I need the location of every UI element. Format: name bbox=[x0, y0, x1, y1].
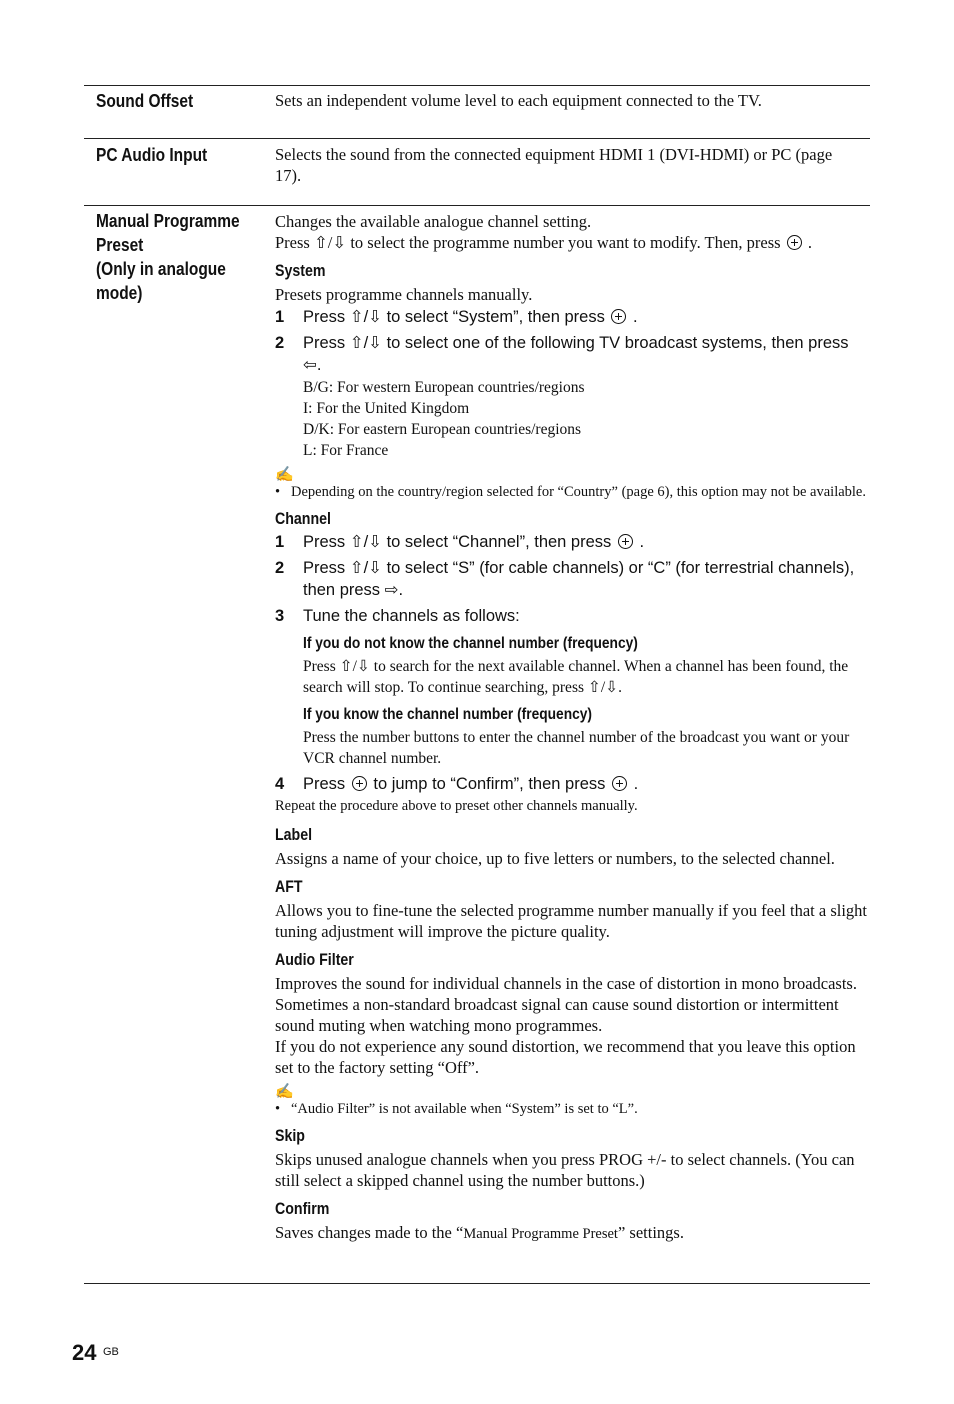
system-note: • Depending on the country/region selected for “Country” (page 6), this option may not be available. bbox=[275, 484, 866, 500]
row-divider bbox=[84, 205, 870, 206]
channel-heading: Channel bbox=[275, 510, 331, 528]
audio-filter-recommendation: If you do not experience any sound distortion, we recommend that you leave this option set to the factory setting “Off”. bbox=[275, 1037, 856, 1077]
manual-programme-preset-label: Manual Programme Preset (Only in analogue mode) bbox=[96, 211, 240, 303]
system-list bbox=[303, 377, 871, 461]
unknown-frequency-text: Press ⇧/⇩ to search for the next available channel. When a channel has been found, the search will stop. To continue searching, press ⇧/⇩. bbox=[303, 658, 849, 696]
aft-heading: AFT bbox=[275, 878, 303, 896]
channel-step-1: 1 Press ⇧/⇩ to select “Channel”, then press . bbox=[275, 533, 645, 551]
table-top-rule bbox=[84, 85, 870, 86]
table-bottom-rule bbox=[84, 1283, 870, 1284]
known-frequency-text: Press the number buttons to enter the channel number of the broadcast you want or your VCR channel number. bbox=[303, 729, 850, 767]
confirm-heading: Confirm bbox=[275, 1200, 330, 1218]
intro-instruction: Press ⇧/⇩ to select the programme number you want to modify. Then, press . bbox=[275, 233, 812, 252]
system-step-1: 1 Press ⇧/⇩ to select “System”, then press . bbox=[275, 308, 638, 326]
channel-step-4: 4 Press to jump to “Confirm”, then press . bbox=[275, 775, 639, 793]
known-frequency-heading: If you know the channel number (frequency) bbox=[303, 706, 593, 723]
skip-description: Skips unused analogue channels when you press PROG +/- to select channels. (You can still select a skipped channel using the number buttons.) bbox=[275, 1150, 855, 1190]
audio-filter-heading: Audio Filter bbox=[275, 951, 354, 969]
confirm-description: Saves changes made to the “Manual Programme Preset” settings. bbox=[275, 1223, 684, 1242]
list-item: D/K: For eastern European countries/regions bbox=[303, 421, 582, 438]
pc-audio-input-label: PC Audio Input bbox=[96, 145, 208, 165]
system-heading: System bbox=[275, 262, 326, 280]
page-number: 24 bbox=[72, 1340, 97, 1365]
manual-programme-preset-content bbox=[275, 211, 871, 1245]
audio-filter-description: Improves the sound for individual channels in the case of distortion in mono broadcasts. Sometimes a non-standard broadcast signal can cause sound distortion or intermittent sound muting when watching mono programmes. bbox=[275, 974, 857, 1035]
sound-offset-label: Sound Offset bbox=[96, 91, 194, 111]
system-step-2: 2 Press ⇧/⇩ to select one of the following TV broadcast systems, then press ⇦. bbox=[275, 334, 849, 374]
memo-icon: ✍ bbox=[275, 467, 294, 483]
system-description: Presets programme channels manually. bbox=[275, 285, 533, 304]
channel-step-3: 3 Tune the channels as follows: bbox=[275, 607, 520, 625]
audio-filter-note: • “Audio Filter” is not available when “System” is set to “L”. bbox=[275, 1101, 638, 1117]
channel-repeat-text: Repeat the procedure above to preset other channels manually. bbox=[275, 798, 638, 814]
memo-icon: ✍ bbox=[275, 1084, 294, 1100]
channel-step-2: 2 Press ⇧/⇩ to select “S” (for cable channels) or “C” (for terrestrial channels), then press ⇨. bbox=[275, 559, 855, 599]
unknown-frequency-heading: If you do not know the channel number (frequency) bbox=[303, 635, 638, 652]
pc-audio-input-description: Selects the sound from the connected equipment HDMI 1 (DVI-HDMI) or PC (page 17). bbox=[275, 145, 833, 185]
ok-button-icon bbox=[612, 776, 627, 791]
ok-button-icon bbox=[352, 776, 367, 791]
intro-text: Changes the available analogue channel setting. bbox=[275, 212, 592, 231]
aft-description: Allows you to fine-tune the selected programme number manually if you feel that a slight tuning adjustment will improve the picture quality. bbox=[275, 901, 868, 941]
list-item: L: For France bbox=[303, 442, 389, 459]
ok-button-icon bbox=[618, 534, 633, 549]
ok-button-icon bbox=[611, 309, 626, 324]
row-divider bbox=[84, 138, 870, 139]
list-item: B/G: For western European countries/regions bbox=[303, 379, 585, 396]
skip-heading: Skip bbox=[275, 1127, 305, 1145]
page-language-code: GB bbox=[103, 1346, 119, 1358]
sound-offset-description: Sets an independent volume level to each equipment connected to the TV. bbox=[275, 91, 762, 110]
label-heading: Label bbox=[275, 826, 313, 844]
label-description: Assigns a name of your choice, up to five letters or numbers, to the selected channel. bbox=[275, 849, 835, 868]
ok-button-icon bbox=[787, 235, 802, 250]
list-item: I: For the United Kingdom bbox=[303, 400, 470, 417]
